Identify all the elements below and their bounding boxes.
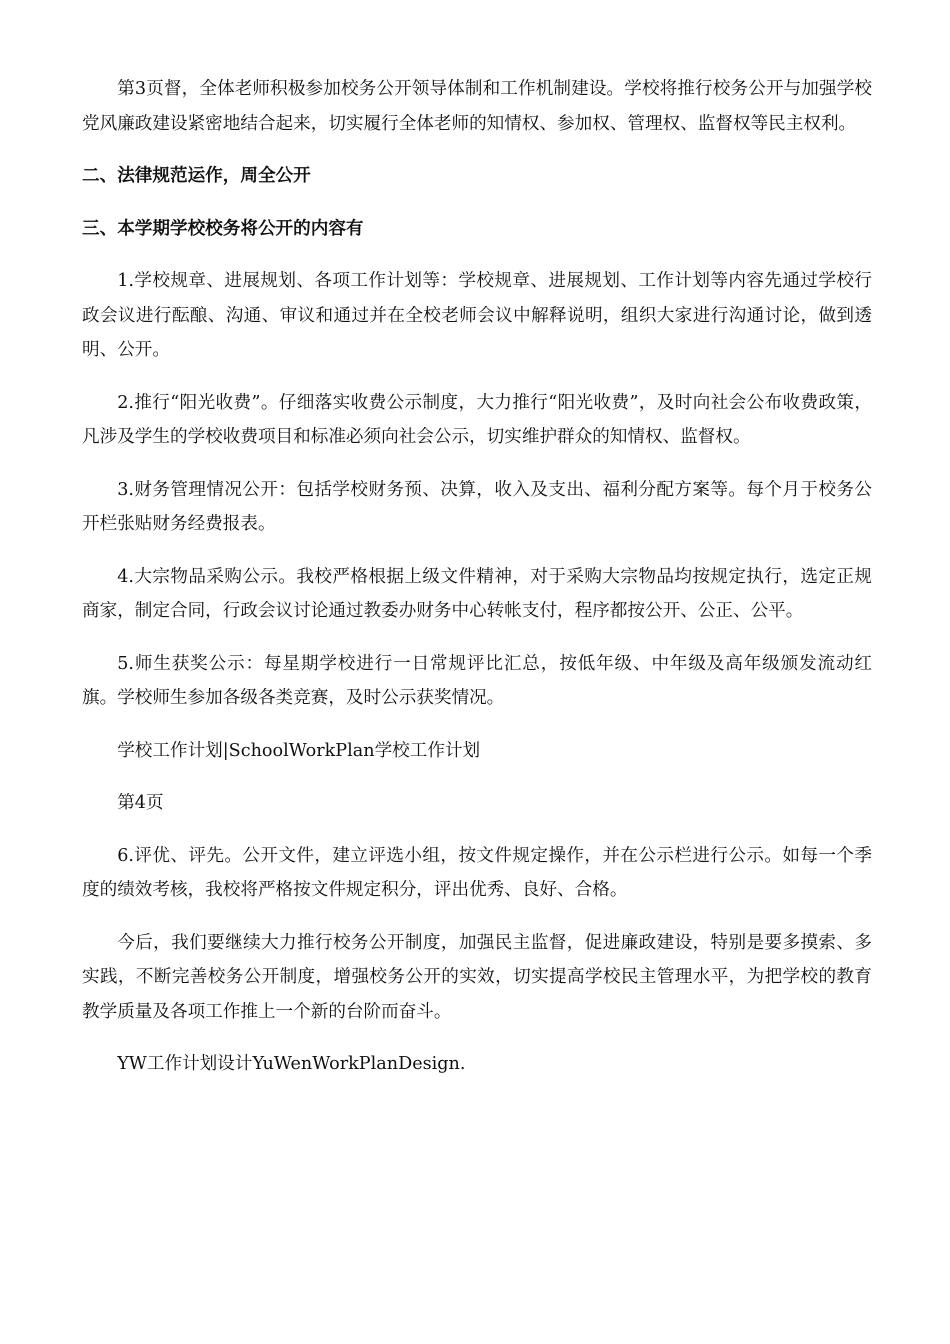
running-header: 学校工作计划|SchoolWorkPlan学校工作计划 bbox=[117, 740, 481, 761]
section-heading-3: 三、本学期学校校务将公开的内容有 bbox=[82, 217, 364, 239]
list-item-2: 2.推行“阳光收费”。仔细落实收费公示制度，大力推行“阳光收费”，及时向社会公布收费政策，凡涉及学生的学校收费项目和标准必须向社会公示，切实维护群众的知情权、监督权。 bbox=[82, 392, 872, 447]
intro-paragraph: 第3页督，全体老师积极参加校务公开领导体制和工作机制建设。学校将推行校务公开与加强学校党风廉政建设紧密地结合起来，切实履行全体老师的知情权、参加权、管理权、监督权等民主权利。 bbox=[82, 79, 872, 134]
list-item-3: 3.财务管理情况公开：包括学校财务预、决算，收入及支出、福利分配方案等。每个月于校务公开栏张贴财务经费报表。 bbox=[82, 479, 872, 534]
closing-paragraph: 今后，我们要继续大力推行校务公开制度，加强民主监督，促进廉政建设，特别是要多摸索、多实践，不断完善校务公开制度，增强校务公开的实效，切实提高学校民主管理水平，为把学校的教育教学质量及各项工作推上一个新的台阶而奋斗。 bbox=[82, 932, 872, 1022]
list-item-1: 1.学校规章、进展规划、各项工作计划等：学校规章、进展规划、工作计划等内容先通过学校行政会议进行酝酿、沟通、审议和通过并在全校老师会议中解释说明，组织大家进行沟通讨论，做到透明、公开。 bbox=[82, 271, 872, 360]
page-label: 第4页 bbox=[117, 793, 164, 813]
footer-brand: YW工作计划设计YuWenWorkPlanDesign. bbox=[117, 1054, 466, 1074]
document-page bbox=[82, 72, 872, 1100]
list-item-4: 4.大宗物品采购公示。我校严格根据上级文件精神，对于采购大宗物品均按规定执行，选定正规商家，制定合同，行政会议讨论通过教委办财务中心转帐支付，程序都按公开、公正、公平。 bbox=[82, 566, 872, 621]
section-heading-2: 二、法律规范运作，周全公开 bbox=[82, 165, 311, 186]
list-item-5: 5.师生获奖公示：每星期学校进行一日常规评比汇总，按低年级、中年级及高年级颁发流动红旗。学校师生参加各级各类竞赛，及时公示获奖情况。 bbox=[82, 653, 872, 708]
list-item-6: 6.评优、评先。公开文件，建立评选小组，按文件规定操作，并在公示栏进行公示。如每一个季度的绩效考核，我校将严格按文件规定积分，评出优秀、良好、合格。 bbox=[82, 845, 872, 900]
